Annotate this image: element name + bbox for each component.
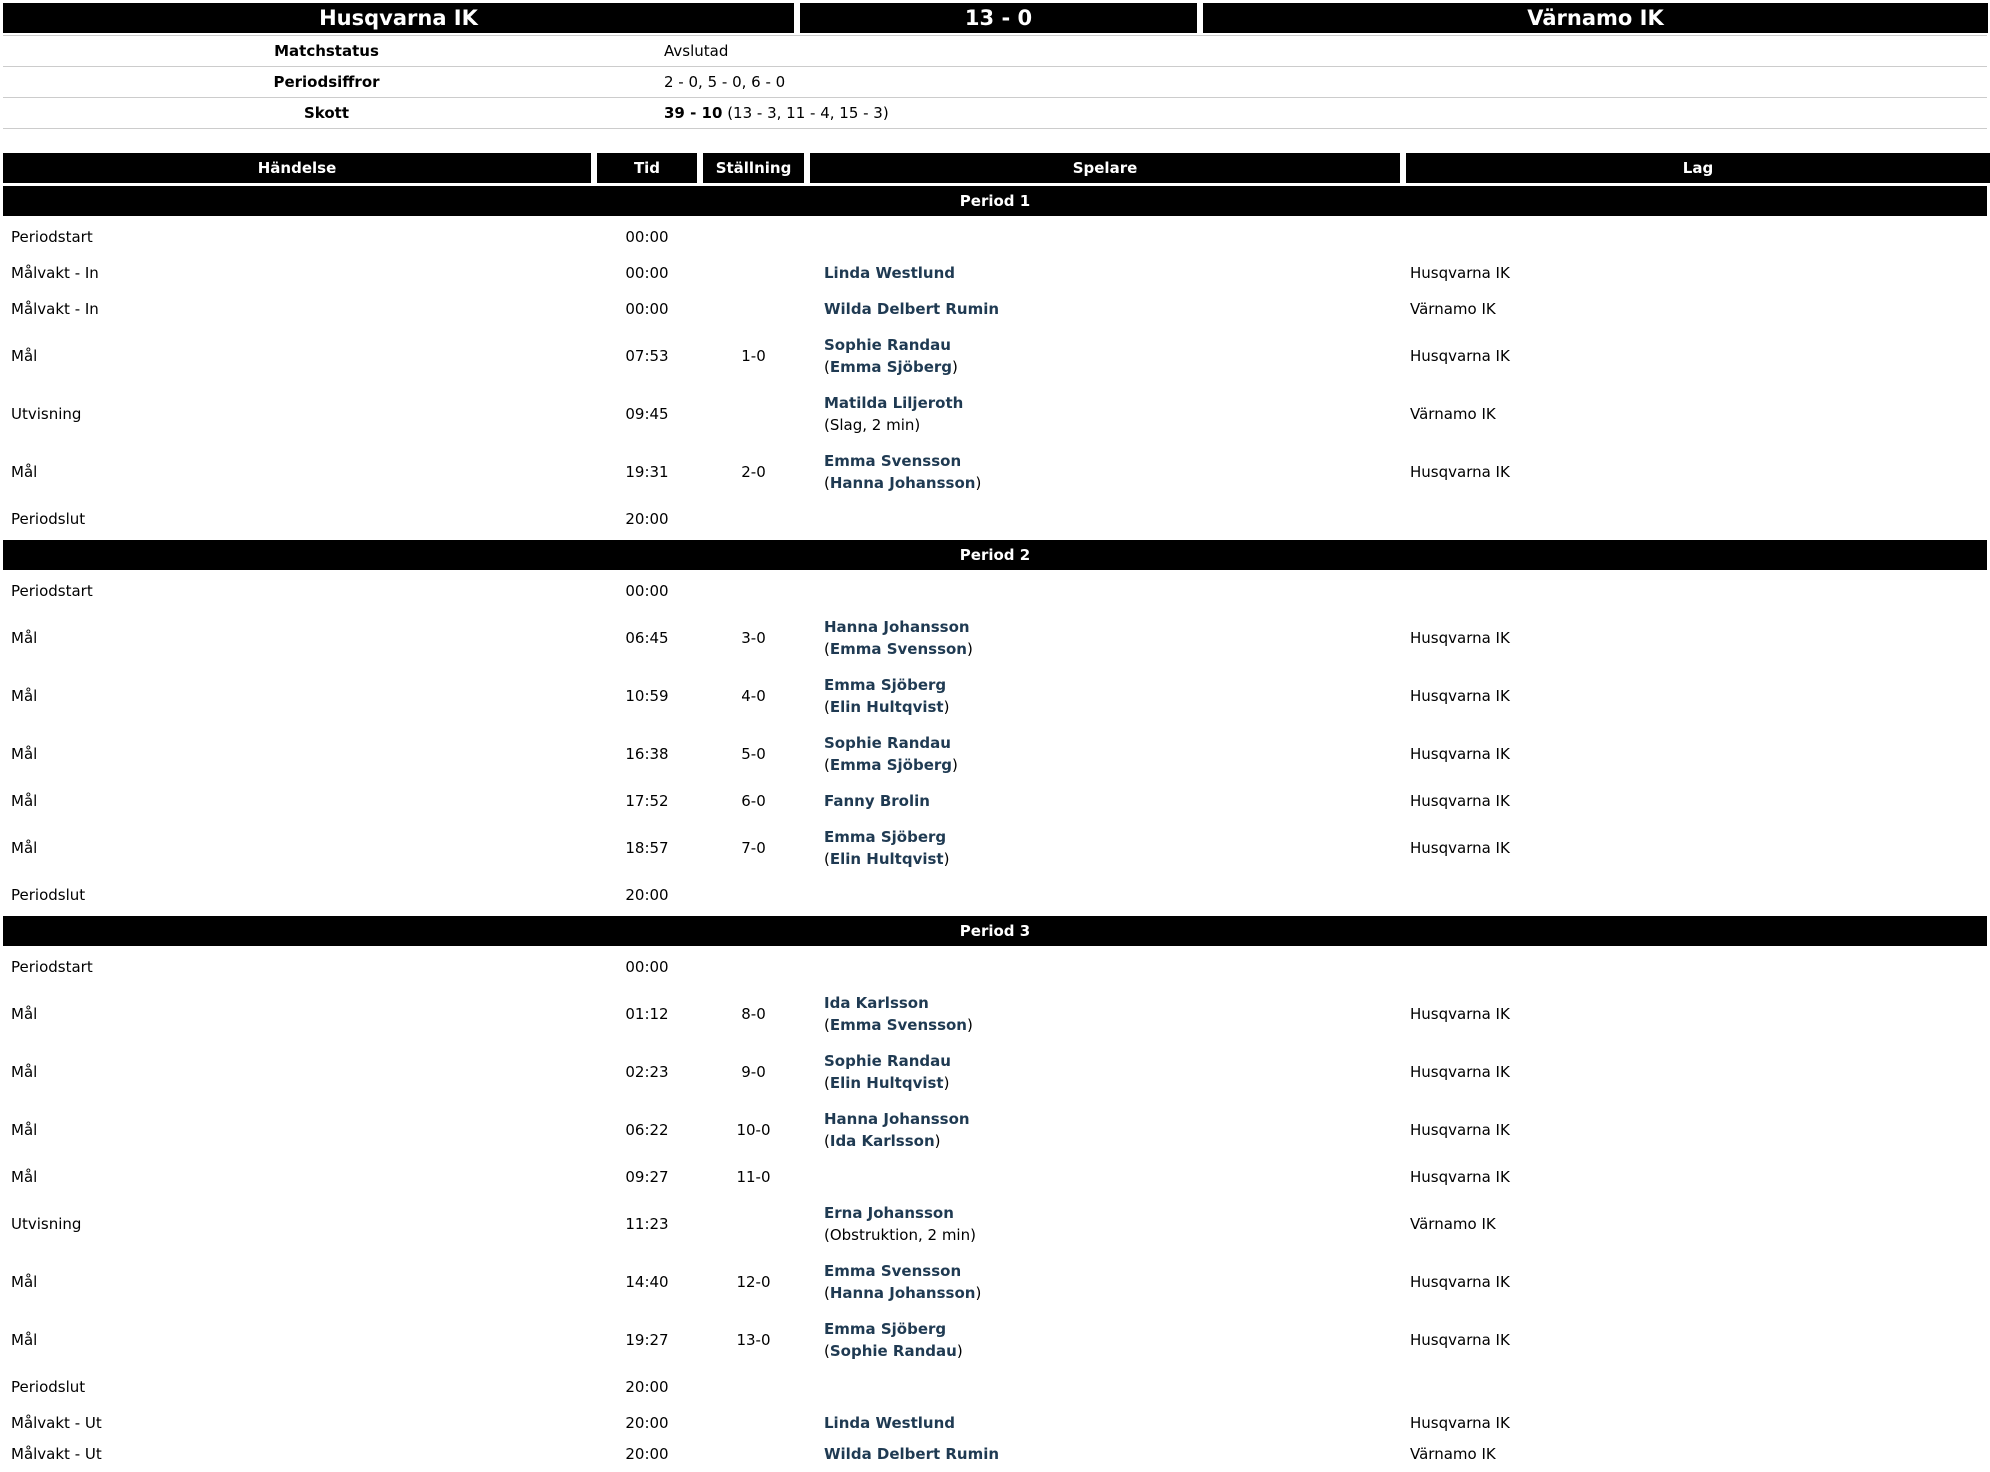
event-tid: 00:00 <box>625 264 669 282</box>
event-handelse: Mål <box>11 1121 38 1139</box>
event-tid: 09:27 <box>625 1168 669 1186</box>
header-spelare: Spelare <box>810 153 1400 183</box>
player-name: Hanna Johansson <box>824 618 970 636</box>
event-lag: Värnamo IK <box>1410 405 1496 423</box>
event-row <box>3 1043 1987 1101</box>
match-info-table <box>3 35 1987 129</box>
event-tid: 18:57 <box>625 839 669 857</box>
event-lag: Husqvarna IK <box>1410 1168 1510 1186</box>
event-spelare <box>810 1202 1400 1246</box>
event-row <box>3 783 1987 819</box>
skott-total: 39 - 10 <box>664 104 723 122</box>
event-stallning: 11-0 <box>736 1168 771 1186</box>
event-handelse: Målvakt - Ut <box>11 1414 102 1432</box>
event-tid: 10:59 <box>625 687 669 705</box>
header-lag: Lag <box>1406 153 1990 183</box>
event-row <box>3 609 1987 667</box>
event-handelse: Utvisning <box>11 405 82 423</box>
event-spelare <box>810 674 1400 718</box>
event-stallning: 13-0 <box>736 1331 771 1349</box>
event-tid: 20:00 <box>625 886 669 904</box>
event-tid: 11:23 <box>625 1215 669 1233</box>
event-handelse: Mål <box>11 687 38 705</box>
player-name: Fanny Brolin <box>824 792 930 810</box>
periodsiffror-label: Periodsiffror <box>273 73 380 91</box>
assist-line: (Elin Hultqvist) <box>824 698 950 716</box>
period-title: Period 3 <box>3 916 1987 946</box>
assist-name: Emma Sjöberg <box>829 756 953 774</box>
match-score: 13 - 0 <box>800 3 1197 33</box>
event-spelare <box>810 616 1400 660</box>
event-spelare <box>810 1260 1400 1304</box>
event-spelare <box>810 1050 1400 1094</box>
event-handelse: Mål <box>11 463 38 481</box>
player-name: Sophie Randau <box>824 336 951 354</box>
player-name: Sophie Randau <box>824 734 951 752</box>
event-lag: Husqvarna IK <box>1410 792 1510 810</box>
assist-name: Elin Hultqvist <box>829 850 944 868</box>
header-tid: Tid <box>597 153 697 183</box>
event-tid: 00:00 <box>625 582 669 600</box>
event-tid: 06:22 <box>625 1121 669 1139</box>
event-handelse: Periodslut <box>11 1378 86 1396</box>
player-name: Emma Sjöberg <box>824 1320 947 1338</box>
event-handelse: Mål <box>11 839 38 857</box>
event-lag: Husqvarna IK <box>1410 745 1510 763</box>
match-info-row-skott <box>3 98 1987 129</box>
event-spelare <box>810 450 1400 494</box>
event-stallning: 9-0 <box>741 1063 766 1081</box>
assist-line: (Hanna Johansson) <box>824 474 982 492</box>
event-lag: Husqvarna IK <box>1410 347 1510 365</box>
assist-line: (Emma Svensson) <box>824 1016 973 1034</box>
player-name: Emma Sjöberg <box>824 676 947 694</box>
home-team-name: Husqvarna IK <box>3 3 794 33</box>
assist-line: (Ida Karlsson) <box>824 1132 941 1150</box>
assist-name: Ida Karlsson <box>829 1132 935 1150</box>
event-row <box>3 1311 1987 1369</box>
assist-line: (Emma Svensson) <box>824 640 973 658</box>
skott-label: Skott <box>303 104 350 122</box>
event-stallning: 6-0 <box>741 792 766 810</box>
event-row <box>3 1441 1987 1472</box>
event-stallning: 3-0 <box>741 629 766 647</box>
skott-per-period: (13 - 3, 11 - 4, 15 - 3) <box>722 104 889 122</box>
event-stallning: 2-0 <box>741 463 766 481</box>
periodsiffror-value: 2 - 0, 5 - 0, 6 - 0 <box>664 73 786 91</box>
assist-line: (Sophie Randau) <box>824 1342 963 1360</box>
event-handelse: Utvisning <box>11 1215 82 1233</box>
event-spelare <box>810 732 1400 776</box>
event-handelse: Mål <box>11 1331 38 1349</box>
player-name: Matilda Liljeroth <box>824 394 964 412</box>
event-lag: Husqvarna IK <box>1410 1273 1510 1291</box>
player-name: Linda Westlund <box>824 1414 955 1432</box>
event-tid: 16:38 <box>625 745 669 763</box>
event-row <box>3 667 1987 725</box>
event-lag: Husqvarna IK <box>1410 1063 1510 1081</box>
header-handelse: Händelse <box>3 153 591 183</box>
event-stallning: 10-0 <box>736 1121 771 1139</box>
event-lag: Husqvarna IK <box>1410 1414 1510 1432</box>
event-spelare <box>810 790 1400 812</box>
skott-value <box>656 102 1987 124</box>
player-name: Emma Svensson <box>824 452 962 470</box>
event-tid: 20:00 <box>625 1378 669 1396</box>
event-stallning: 7-0 <box>741 839 766 857</box>
note-line: (Obstruktion, 2 min) <box>824 1226 976 1244</box>
period-title: Period 1 <box>3 186 1987 216</box>
assist-name: Hanna Johansson <box>829 1284 976 1302</box>
event-lag: Värnamo IK <box>1410 300 1496 318</box>
event-row <box>3 725 1987 783</box>
event-handelse: Periodstart <box>11 958 93 976</box>
assist-line: (Emma Sjöberg) <box>824 756 958 774</box>
assist-name: Elin Hultqvist <box>829 1074 944 1092</box>
event-handelse: Mål <box>11 1063 38 1081</box>
assist-name: Emma Svensson <box>829 1016 967 1034</box>
event-row <box>3 573 1987 609</box>
event-lag: Husqvarna IK <box>1410 687 1510 705</box>
assist-name: Sophie Randau <box>829 1342 957 1360</box>
event-tid: 09:45 <box>625 405 669 423</box>
event-lag: Husqvarna IK <box>1410 264 1510 282</box>
event-tid: 07:53 <box>625 347 669 365</box>
event-row <box>3 1369 1987 1405</box>
event-lag: Husqvarna IK <box>1410 1005 1510 1023</box>
event-tid: 20:00 <box>625 510 669 528</box>
event-tid: 02:23 <box>625 1063 669 1081</box>
event-spelare <box>810 1412 1400 1434</box>
event-lag: Husqvarna IK <box>1410 1121 1510 1139</box>
event-tid: 19:27 <box>625 1331 669 1349</box>
event-spelare <box>810 262 1400 284</box>
event-spelare <box>810 334 1400 378</box>
event-row <box>3 385 1987 443</box>
event-lag: Värnamo IK <box>1410 1445 1496 1463</box>
note-line: (Slag, 2 min) <box>824 416 921 434</box>
event-handelse: Målvakt - In <box>11 300 99 318</box>
event-spelare <box>810 826 1400 870</box>
event-stallning: 12-0 <box>736 1273 771 1291</box>
event-row <box>3 1253 1987 1311</box>
event-handelse: Periodstart <box>11 582 93 600</box>
event-tid: 01:12 <box>625 1005 669 1023</box>
event-tid: 20:00 <box>625 1445 669 1463</box>
event-row <box>3 327 1987 385</box>
event-handelse: Mål <box>11 745 38 763</box>
assist-line: (Elin Hultqvist) <box>824 850 950 868</box>
event-handelse: Mål <box>11 792 38 810</box>
event-row <box>3 877 1987 913</box>
event-row <box>3 949 1987 985</box>
assist-name: Elin Hultqvist <box>829 698 944 716</box>
event-tid: 14:40 <box>625 1273 669 1291</box>
assist-name: Hanna Johansson <box>829 474 976 492</box>
event-tid: 19:31 <box>625 463 669 481</box>
assist-name: Emma Sjöberg <box>829 358 953 376</box>
event-spelare <box>810 992 1400 1036</box>
event-handelse: Målvakt - In <box>11 264 99 282</box>
player-name: Linda Westlund <box>824 264 955 282</box>
event-row <box>3 819 1987 877</box>
event-row <box>3 443 1987 501</box>
assist-line: (Hanna Johansson) <box>824 1284 982 1302</box>
player-name: Erna Johansson <box>824 1204 954 1222</box>
event-handelse: Periodstart <box>11 228 93 246</box>
event-lag: Husqvarna IK <box>1410 839 1510 857</box>
away-team-name: Värnamo IK <box>1203 3 1988 33</box>
events-body <box>3 186 1987 1472</box>
matchstatus-label: Matchstatus <box>274 42 379 60</box>
assist-name: Emma Svensson <box>829 640 967 658</box>
event-spelare <box>810 392 1400 436</box>
events-header-row <box>3 153 1987 183</box>
event-lag: Husqvarna IK <box>1410 1331 1510 1349</box>
event-tid: 00:00 <box>625 300 669 318</box>
event-row <box>3 1405 1987 1441</box>
event-spelare <box>810 1443 1400 1465</box>
assist-line: (Emma Sjöberg) <box>824 358 958 376</box>
event-handelse: Mål <box>11 629 38 647</box>
period-title: Period 2 <box>3 540 1987 570</box>
event-lag: Husqvarna IK <box>1410 463 1510 481</box>
event-tid: 00:00 <box>625 958 669 976</box>
event-lag: Värnamo IK <box>1410 1215 1496 1233</box>
header-stallning: Ställning <box>703 153 804 183</box>
player-name: Sophie Randau <box>824 1052 951 1070</box>
event-row <box>3 219 1987 255</box>
event-handelse: Periodslut <box>11 510 86 528</box>
player-name: Ida Karlsson <box>824 994 929 1012</box>
event-row <box>3 1195 1987 1253</box>
match-info-row-periodsiffror <box>3 67 1987 98</box>
scoreboard <box>0 0 1990 33</box>
events-table <box>0 153 1990 1472</box>
event-handelse: Mål <box>11 1005 38 1023</box>
event-lag: Husqvarna IK <box>1410 629 1510 647</box>
event-tid: 00:00 <box>625 228 669 246</box>
event-row <box>3 291 1987 327</box>
event-tid: 17:52 <box>625 792 669 810</box>
event-stallning: 5-0 <box>741 745 766 763</box>
event-stallning: 1-0 <box>741 347 766 365</box>
event-row <box>3 501 1987 537</box>
event-row <box>3 255 1987 291</box>
player-name: Emma Svensson <box>824 1262 962 1280</box>
event-tid: 20:00 <box>625 1414 669 1432</box>
event-handelse: Mål <box>11 347 38 365</box>
event-handelse: Mål <box>11 1273 38 1291</box>
event-handelse: Målvakt - Ut <box>11 1445 102 1463</box>
matchstatus-value: Avslutad <box>664 42 729 60</box>
assist-line: (Elin Hultqvist) <box>824 1074 950 1092</box>
event-handelse: Mål <box>11 1168 38 1186</box>
player-name: Wilda Delbert Rumin <box>824 1445 1000 1463</box>
event-stallning: 8-0 <box>741 1005 766 1023</box>
player-name: Wilda Delbert Rumin <box>824 300 1000 318</box>
event-stallning: 4-0 <box>741 687 766 705</box>
match-info-row-matchstatus <box>3 36 1987 67</box>
event-row <box>3 1101 1987 1159</box>
player-name: Hanna Johansson <box>824 1110 970 1128</box>
event-row <box>3 985 1987 1043</box>
event-handelse: Periodslut <box>11 886 86 904</box>
player-name: Emma Sjöberg <box>824 828 947 846</box>
event-spelare <box>810 1318 1400 1362</box>
event-spelare <box>810 1108 1400 1152</box>
event-row <box>3 1159 1987 1195</box>
event-tid: 06:45 <box>625 629 669 647</box>
event-spelare <box>810 298 1400 320</box>
